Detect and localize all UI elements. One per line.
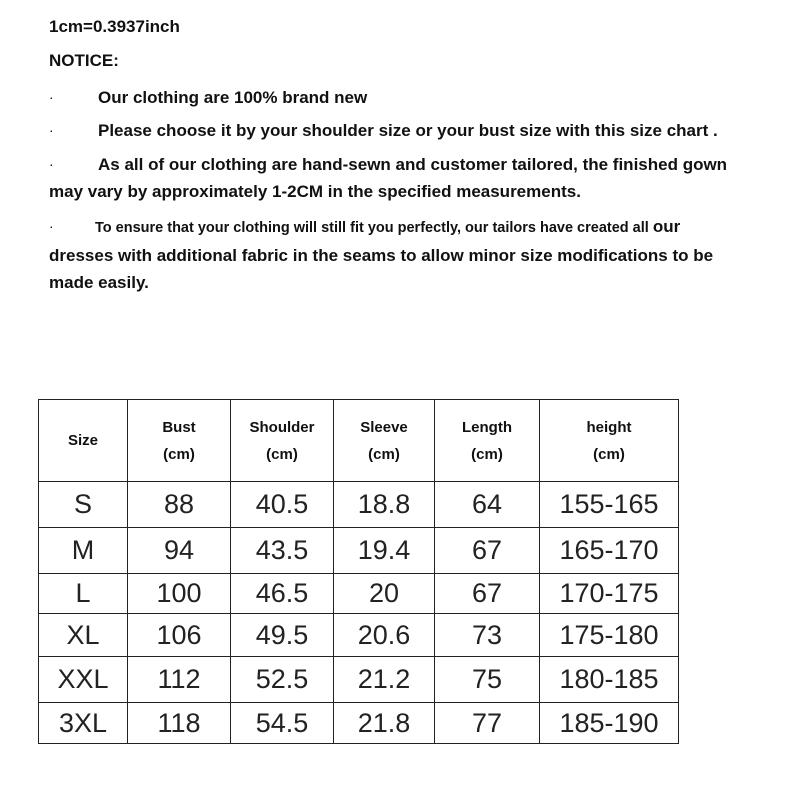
cell-length: 67 [435,574,540,614]
cell-size: 3XL [39,703,128,744]
cell-bust: 100 [128,574,231,614]
bullet-icon: · [49,156,54,172]
cell-shoulder: 54.5 [231,703,334,744]
cell-height: 165-170 [540,528,679,574]
table-row [39,528,679,574]
header-length: Length (cm) [435,400,540,482]
notice-text-continued: dresses with additional fabric in the seams to allow minor size modifications to be [49,246,714,265]
cell-bust: 88 [128,482,231,528]
cell-bust: 106 [128,614,231,657]
cell-size: M [39,528,128,574]
cell-shoulder: 49.5 [231,614,334,657]
table-row [39,657,679,703]
bullet-icon: · [49,89,54,105]
cell-bust: 94 [128,528,231,574]
table-row [39,574,679,614]
table-row [39,703,679,744]
cell-height: 180-185 [540,657,679,703]
notice-text-continued: may vary by approximately 1-2CM in the specified measurements. [49,182,581,201]
cell-length: 77 [435,703,540,744]
notice-text-our: our [652,217,681,236]
cell-sleeve: 19.4 [334,528,435,574]
bullet-icon: · [49,122,54,138]
cell-height: 155-165 [540,482,679,528]
cell-shoulder: 52.5 [231,657,334,703]
unit-conversion: 1cm=0.3937inch [49,17,180,36]
cell-sleeve: 21.2 [334,657,435,703]
notice-text: Our clothing are 100% brand new [98,88,368,107]
notice-text: Please choose it by your shoulder size or your bust size with this size chart . [98,121,718,140]
notice-item-choose-size [49,117,779,144]
notice-title: NOTICE: [49,51,119,70]
cell-height: 175-180 [540,614,679,657]
header-bust: Bust (cm) [128,400,231,482]
size-chart-table [38,399,679,744]
cell-size: S [39,482,128,528]
cell-sleeve: 20.6 [334,614,435,657]
cell-sleeve: 18.8 [334,482,435,528]
cell-length: 73 [435,614,540,657]
cell-height: 170-175 [540,574,679,614]
cell-bust: 118 [128,703,231,744]
notice-item-hand-sewn [49,151,779,205]
cell-size: XL [39,614,128,657]
cell-bust: 112 [128,657,231,703]
table-header-row [39,400,679,482]
table-row [39,614,679,657]
cell-shoulder: 40.5 [231,482,334,528]
header-size: Size [39,400,128,482]
notice-item-brand-new [49,84,779,111]
cell-sleeve: 21.8 [334,703,435,744]
table-row [39,482,679,528]
notice-text-continued: made easily. [49,273,149,292]
cell-length: 67 [435,528,540,574]
notice-text: As all of our clothing are hand-sewn and customer tailored, the finished gown [98,155,728,174]
cell-size: L [39,574,128,614]
cell-shoulder: 46.5 [231,574,334,614]
cell-length: 64 [435,482,540,528]
cell-shoulder: 43.5 [231,528,334,574]
header-height: height (cm) [540,400,679,482]
cell-size: XXL [39,657,128,703]
header-sleeve: Sleeve (cm) [334,400,435,482]
bullet-icon: · [49,218,54,234]
cell-length: 75 [435,657,540,703]
header-shoulder: Shoulder (cm) [231,400,334,482]
notice-item-additional-fabric [49,213,779,296]
cell-sleeve: 20 [334,574,435,614]
notice-text-small: To ensure that your clothing will still fit you perfectly, our tailors have created all [95,220,653,236]
cell-height: 185-190 [540,703,679,744]
